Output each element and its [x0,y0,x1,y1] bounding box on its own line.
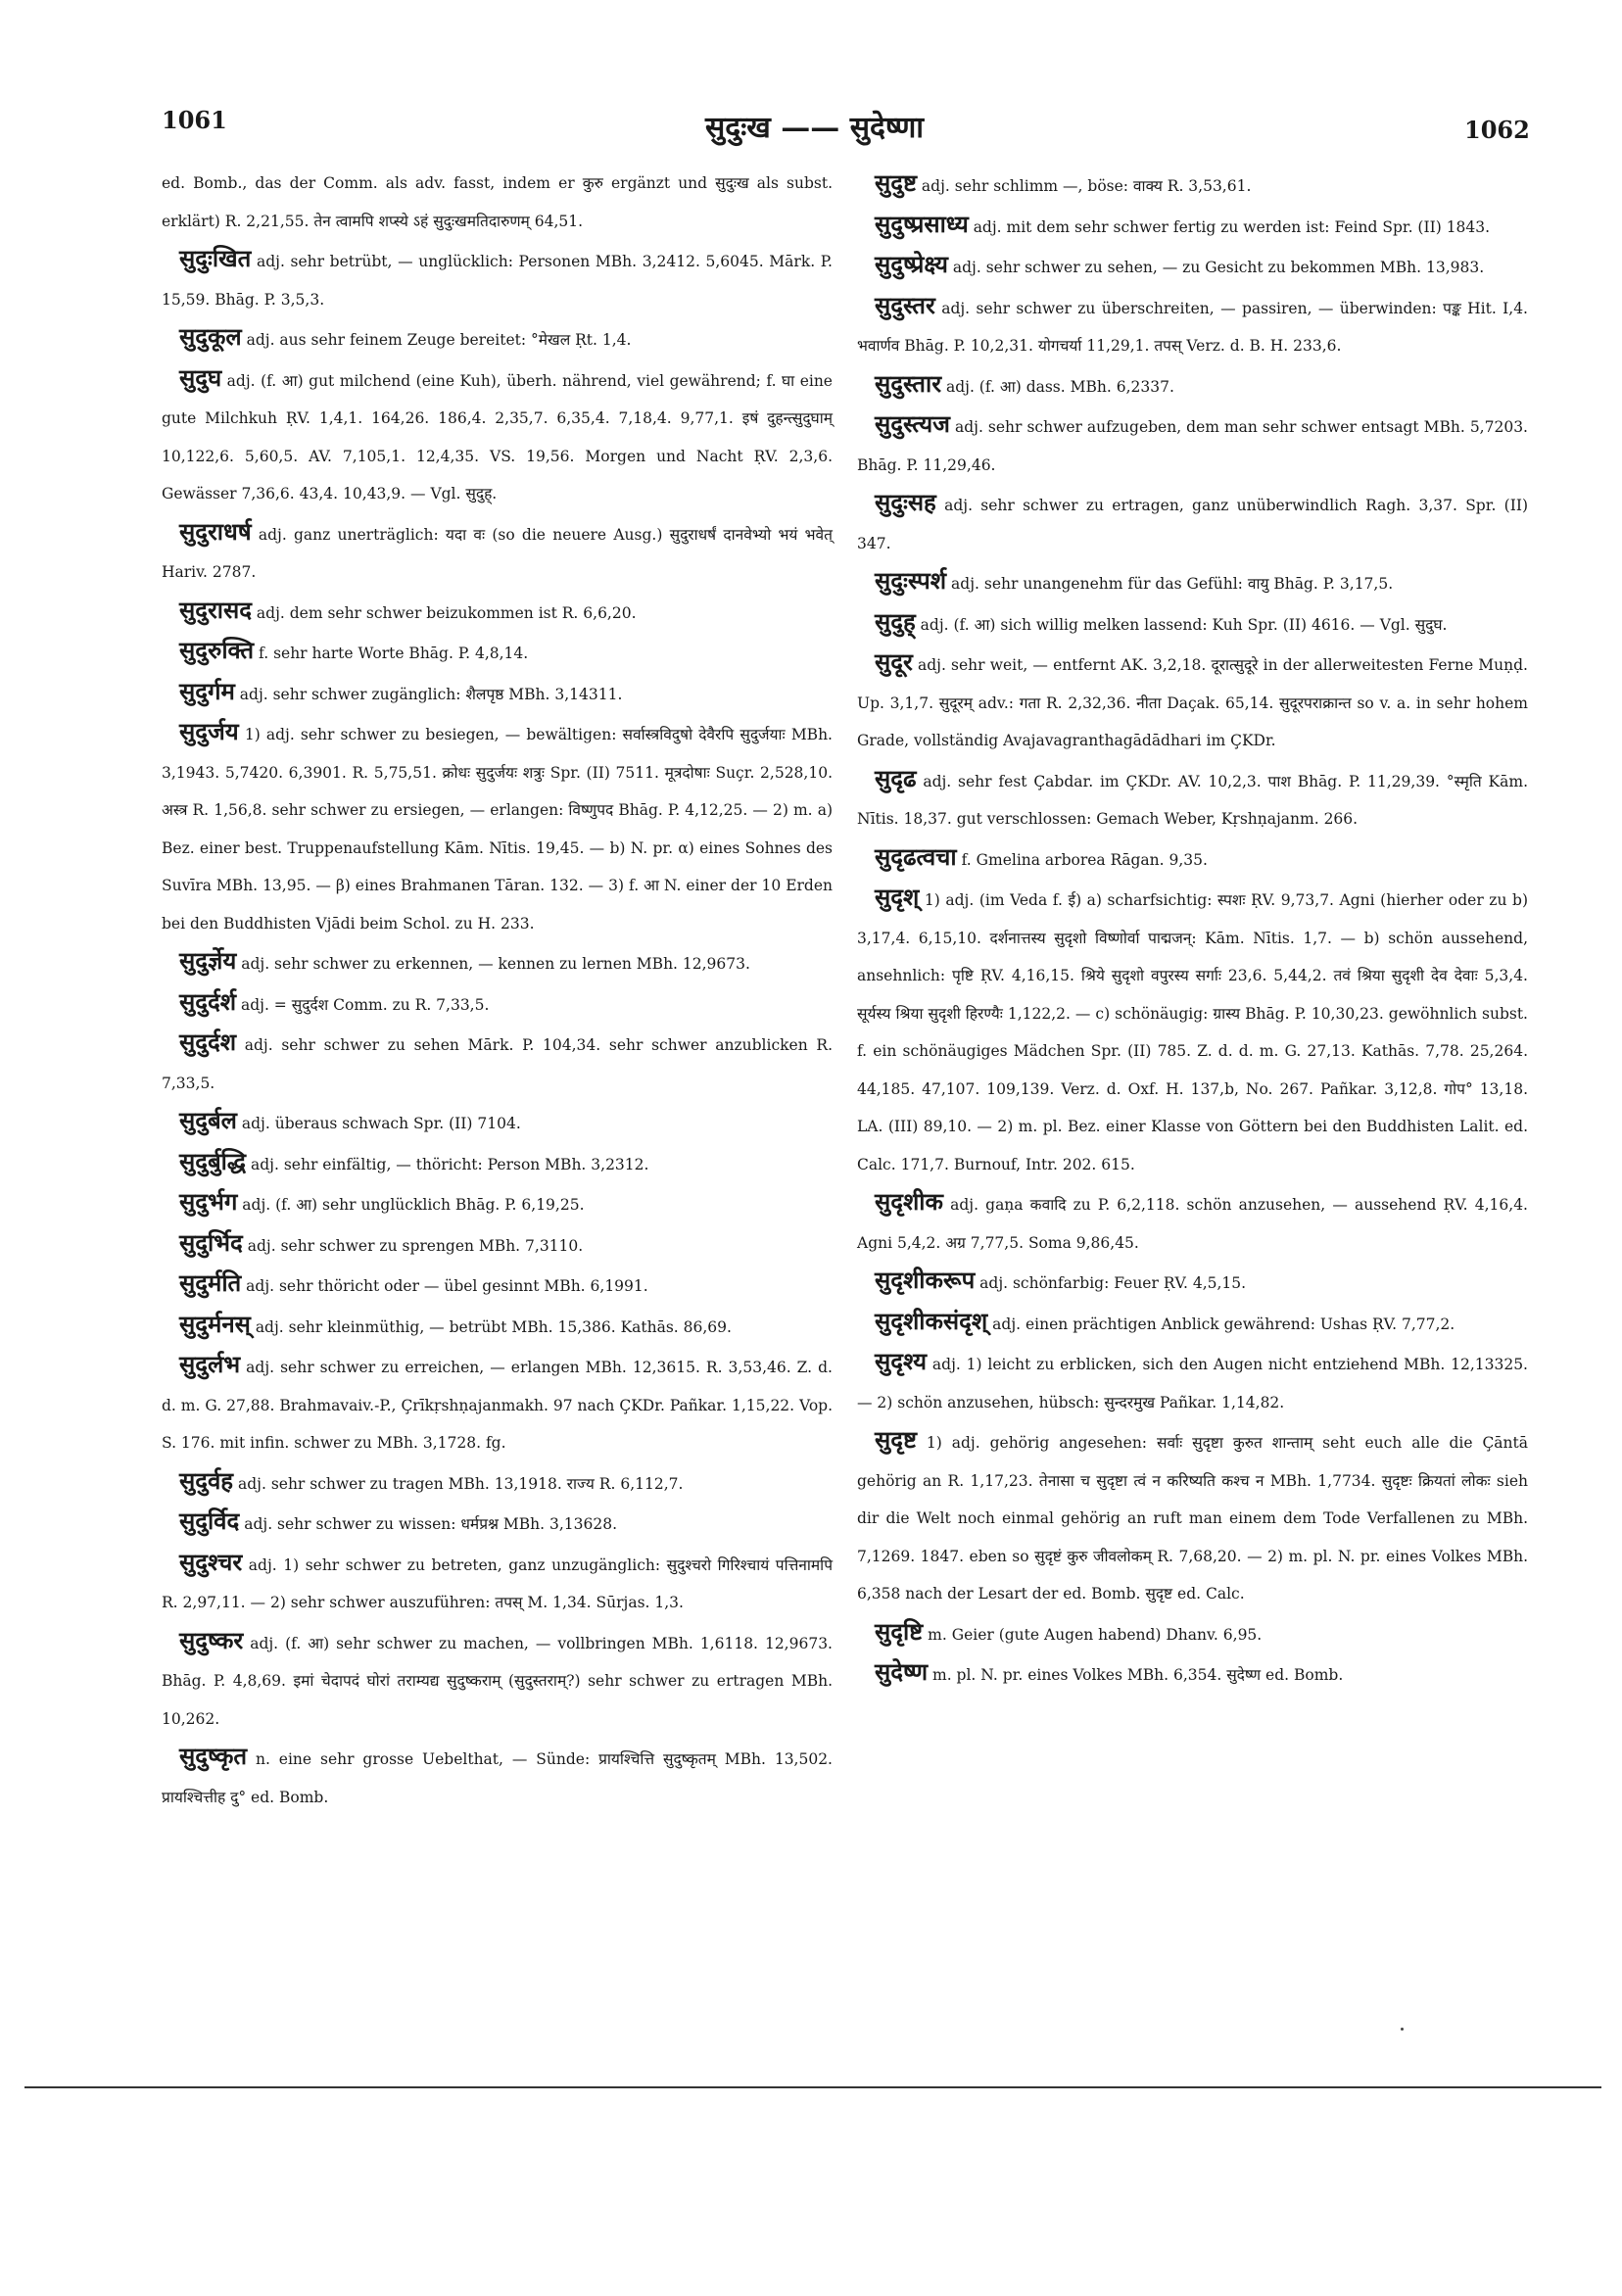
entry-text: adj. ganz unerträglich: यदा वः (so die neuere Ausg.) सुदुराधर्षं दानवेभ्यो भयं भवेत् Hariv. 2787. [162,525,833,581]
entry-headword: सुदुस्तर [875,290,935,319]
dictionary-entry [857,165,1528,206]
dictionary-entry [162,240,833,318]
entry-text: adj. sehr schwer zu überschreiten, — passiren, — überwinden: पङ्क Hit. I,4. भवार्णव Bhāg. P. 10,2,31. योगचर्या 11,29,1. तपस् Verz. d. B. H. 233,6. [857,299,1528,355]
entry-text: f. Gmelina arborea Rāgan. 9,35. [961,850,1208,869]
entry-text: adj. sehr fest Çabdar. im ÇKDr. AV. 10,2,3. पाश Bhāg. P. 11,29,39. °स्मृति Kām. Nītis. 18,37. gut verschlossen: Gemach Weber, Kṛshṇajanm. 266. [857,772,1528,828]
entry-text: adj. sehr schwer zu erreichen, — erlangen MBh. 12,3615. R. 3,53,46. Z. d. d. m. G. 27,88. Brahmavaiv.-P., Çrīkṛshṇajanmakh. 97 nach ÇKDr. Pañkar. 1,15,22. Vop. S. 176. mit infin. schwer zu MBh. 3,1728. fg. [162,1359,833,1452]
entry-text: adj. gaṇa कवादि zu P. 6,2,118. schön anzusehen, — aussehend ṚV. 4,16,4. Agni 5,4,2. अग्र 7,77,5. Soma 9,86,45. [857,1196,1528,1252]
entry-headword: सुदुष्ट [875,168,917,197]
dictionary-entry [857,287,1528,365]
dictionary-entry [162,713,833,942]
entry-headword: सुदुःखित [179,244,252,272]
dictionary-entry [857,1421,1528,1613]
entry-text: f. sehr harte Worte Bhāg. P. 4,8,14. [259,645,529,662]
entry-text: adj. sehr einfältig, — thöricht: Person MBh. 3,2312. [251,1155,649,1173]
entry-headword: सुदुःस्पर्श [875,566,947,595]
entry-text: adj. mit dem sehr schwer fertig zu werden ist: Feind Spr. (II) 1843. [973,217,1491,236]
dictionary-entry [857,1303,1528,1344]
dictionary-entry [162,513,833,592]
entry-headword: सुदृशीकसंदृश् [875,1306,988,1335]
entry-text: m. Geier (gute Augen habend) Dhanv. 6,95. [928,1625,1263,1644]
dictionary-entry [162,1183,833,1224]
entry-headword: सुदुरासद [179,595,252,624]
dictionary-entry [857,406,1528,484]
entry-text: 1) adj. (im Veda f. ई) a) scharfsichtig: स्पशः ṚV. 9,73,7. Agni (hierher oder zu b) 3,17,4. 6,15,10. दर्शनात्तस्य सुदृशो विष्णोर्वा पाद्मजन्: Kām. Nītis. 1,7. — b) schön aussehend, ansehnlich: पृष्टि ṚV. 4,16,15. श्रिये सुदृशो वपुरस्य सर्गाः 23,6. 5,44,2. तवं श्रिया सुदृशी देव देवाः 5,3,4. सूर्यस्य श्रिया सुदृशी हिरण्यैः 1,122,2. — c) schönäugig: ग्रास्य Bhāg. P. 10,30,23. gewöhnlich subst. f. ein schönäugiges Mädchen Spr. (II) 785. Z. d. d. m. G. 27,13. Kathās. 7,78. 25,264. 44,185. 47,107. 109,139. Verz. d. Oxf. H. 137,b, No. 267. Pañkar. 3,12,8. गोप° 13,18. LA. (III) 89,10. — 2) m. pl. Bez. einer Klasse von Göttern bei den Buddhisten Lalit. ed. Calc. 171,7. Burnouf, Intr. 202. 615. [857,891,1528,1173]
entry-headword: सुदुह् [875,606,916,636]
dictionary-entry [162,1503,833,1544]
entry-headword: सुदुर्बुद्धि [179,1146,247,1175]
entry-text: adj. sehr kleinmüthig, — betrübt MBh. 15,386. Kathās. 86,69. [255,1317,732,1336]
entry-headword: सुदुष्प्रेक्ष्य [875,250,948,278]
entry-headword: सुदृश् [875,883,920,911]
entry-text: adj. 1) sehr schwer zu betreten, ganz unzugänglich: सुदुश्चरो गिरिश्चायं पत्तिनामपि R. 2,97,11. — 2) sehr schwer auszuführen: तपस् M. 1,34. Sūrjas. 1,3. [162,1555,833,1611]
entry-headword: सुदृढत्वचा [875,841,957,871]
entry-headword: सुदुश्चर [179,1547,243,1576]
entry-text: adj. sehr weit, — entfernt AK. 3,2,18. दूरात्सुदूरे in der allerweitesten Ferne Muṇḍ. Up. 3,1,7. सुदूरम् adv.: गता R. 2,32,36. नीता Daçak. 65,14. सुदूरपराक्रान्त so v. a. in sehr hohem Grade, vollständig Avajavagranthagādādhari im ÇKDr. [857,656,1528,749]
entry-text: adj. schönfarbig: Feuer ṚV. 4,5,15. [979,1274,1247,1292]
entry-text: adj. sehr schwer zu tragen MBh. 13,1918. राज्य R. 6,112,7. [238,1474,684,1493]
entry-text: adj. sehr thöricht oder — übel gesinnt MBh. 6,1991. [246,1277,648,1295]
entry-headword: सुदुष्कर [179,1625,244,1654]
entry-headword: सुदृष्टि [875,1616,924,1646]
dictionary-entry [162,1024,833,1102]
stray-mark [1401,2028,1404,2031]
entry-headword: सुदूर [875,647,913,676]
dictionary-entry [162,1102,833,1143]
entry-headword: सुदृष्ट [875,1425,917,1454]
entry-headword: सुदुरुक्ति [179,636,255,664]
dictionary-entry [857,1183,1528,1262]
entry-text: adj. dem sehr schwer beizukommen ist R. 6,6,20. [256,603,637,622]
entry-headword: सुदुर्भिद [179,1227,243,1257]
dictionary-entry [857,603,1528,645]
dictionary-entry [162,1738,833,1816]
dictionary-entry [857,1613,1528,1654]
entry-text: adj. überaus schwach Spr. (II) 7104. [241,1115,521,1132]
entry-headword: सुदुःसह [875,488,936,516]
dictionary-entry [857,1262,1528,1303]
entry-headword: सुदुष्कृत [179,1742,248,1770]
entry-text: adj. aus sehr feinem Zeuge bereitet: °मेखल Ṛt. 1,4. [246,331,632,349]
dictionary-entry [857,1343,1528,1421]
left-column [162,165,833,1816]
dictionary-entry [162,165,833,240]
entry-headword: सुदुर्बल [179,1106,237,1134]
entry-text: adj. sehr schwer zu erkennen, — kennen zu lernen MBh. 12,9673. [241,955,750,973]
dictionary-entry [857,838,1528,880]
entry-text: adj. (f. आ) dass. MBh. 6,2337. [945,377,1174,396]
dictionary-entry [162,632,833,673]
dictionary-entry [857,760,1528,838]
dictionary-entry [857,246,1528,287]
entry-headword: सुदुस्तार [875,368,942,398]
entry-headword: सुदुर्ज्ञेय [179,946,237,975]
entry-text: adj. sehr schwer zu wissen: धर्मप्रश्न MBh. 3,13628. [244,1515,618,1533]
dictionary-entry [162,592,833,633]
entry-text: adj. sehr schwer aufzugeben, dem man sehr schwer entsagt MBh. 5,7203. Bhāg. P. 11,29,46. [857,418,1528,474]
dictionary-entry [857,365,1528,407]
entry-headword: सुदुर्जय [179,717,239,745]
entry-text: 1) adj. gehörig angesehen: सर्वाः सुदृष्टा कुरुत शान्ताम् seht euch alle die Çāntā gehörig an R. 1,17,23. तेनासा च सुदृष्टा त्वं न करिष्यति कश्च न MBh. 1,7734. सुदृष्टः क्रियतां लोकः sieh dir die Welt noch einmal gehörig an ruft man einem dem Tode Verfallenen zu MBh. 7,1269. 1847. eben so सुदृष्टं कुरु जीवलोकम् R. 7,68,20. — 2) m. pl. N. pr. eines Volkes MBh. 6,358 nach der Lesart der ed. Bomb. सुदृष्ट ed. Calc. [857,1434,1528,1602]
entry-headword: सुदुर्मनस् [179,1309,251,1338]
dictionary-entry [162,1265,833,1306]
entry-headword: सुदुर्दश [179,1028,237,1056]
entry-text: adj. 1) leicht zu erblicken, sich den Augen nicht entziehend MBh. 12,13325. — 2) schön anzusehen, hübsch: सुन्दरमुख Pañkar. 1,14,82. [857,1356,1528,1411]
bottom-rule [24,2086,1601,2088]
entry-headword: सुदुर्गम [179,676,235,705]
entry-headword: सुदुस्त्यज [875,409,950,438]
entry-text: ed. Bomb., das der Comm. als adv. fasst, indem er कुरु ergänzt und सुदुःख als subst. erklärt) R. 2,21,55. तेन त्वामपि शप्स्ये ऽहं सुदुःखमतिदारुणम् 64,51. [162,174,833,230]
entry-headword: सुदुर्दर्श [179,986,237,1016]
dictionary-entry [162,1224,833,1266]
page-number-right: 1062 [1464,116,1530,144]
dictionary-entry [162,359,833,513]
entry-text: 1) adj. sehr schwer zu besiegen, — bewältigen: सर्वास्त्रविदुषो देवैरपि सुदुर्जयाः MBh. 3,1943. 5,7420. 6,3901. R. 5,75,51. क्रोधः सुदुर्जयः शत्रुः Spr. (II) 7511. मूत्रदोषाः Suçr. 2,528,10. अस्त्र R. 1,56,8. sehr schwer zu ersiegen, — erlangen: विष्णुपद Bhāg. P. 4,12,25. — 2) m. a) Bez. einer best. Truppenaufstellung Kām. Nītis. 19,45. — b) N. pr. α) eines Sohnes des Suvīra MBh. 13,95. — β) eines Brahmanen Tāran. 132. — 3) f. आ N. einer der 10 Erden bei den Buddhisten Vjādi beim Schol. zu H. 233. [162,726,833,933]
dictionary-entry [857,206,1528,247]
entry-text: adj. (f. आ) gut milchend (eine Kuh), überh. nährend, viel gewährend; f. घा eine gute Milchkuh ṚV. 1,4,1. 164,26. 186,4. 2,35,7. 6,35,4. 7,18,4. 9,77,1. इषं दुहन्त्सुदुघाम् 10,122,6. 5,60,5. AV. 7,105,1. 12,4,35. VS. 19,56. Morgen und Nacht ṚV. 2,3,6. Gewässer 7,36,6. 43,4. 10,43,9. — Vgl. सुदुह्. [162,371,833,502]
dictionary-entry [857,484,1528,562]
entry-headword: सुदुर्विद [179,1507,240,1535]
dictionary-entry [162,1462,833,1504]
entry-text: m. pl. N. pr. eines Volkes MBh. 6,354. सुदेष्ण ed. Bomb. [932,1666,1344,1684]
entry-headword: सुदुर्मति [179,1268,242,1297]
entry-text: adj. sehr schwer zugänglich: शैलपृष्ठ MBh. 3,14311. [239,685,623,703]
entry-text: adj. (f. आ) sehr unglücklich Bhāg. P. 6,19,25. [242,1196,585,1214]
dictionary-entry [162,673,833,714]
entry-text: adj. sehr unangenehm für das Gefühl: वायु Bhāg. P. 3,17,5. [951,575,1394,593]
dictionary-entry [162,983,833,1025]
entry-headword: सुदृश्य [875,1347,928,1375]
entry-text: adj. sehr schwer zu sehen Mārk. P. 104,34. sehr schwer anzublicken R. 7,33,5. [162,1036,833,1092]
entry-text: adj. einen prächtigen Anblick gewährend: Ushas ṚV. 7,77,2. [992,1315,1455,1333]
entry-headword: सुदुष्प्रसाध्य [875,209,969,238]
entry-headword: सुदुर्लभ [179,1350,241,1378]
entry-text: adj. sehr schwer zu sehen, — zu Gesicht zu bekommen MBh. 13,983. [952,259,1485,276]
dictionary-entry [162,318,833,359]
dictionary-entry [857,879,1528,1183]
right-column [857,165,1528,1695]
entry-text: adj. = सुदुर्दश Comm. zu R. 7,33,5. [240,995,490,1014]
page-number-left: 1061 [162,106,227,134]
entry-text: adj. sehr schwer zu ertragen, ganz unüberwindlich Ragh. 3,37. Spr. (II) 347. [857,497,1528,552]
dictionary-entry [857,1653,1528,1695]
entry-headword: सुदेष्ण [875,1657,929,1686]
entry-text: adj. (f. आ) sehr schwer zu machen, — vollbringen MBh. 1,6118. 12,9673. Bhāg. P. 4,8,69. इमां चेदापदं घोरां तराम्यद्य सुदुष्कराम् (सुदुस्तराम्?) sehr schwer zu ertragen MBh. 10,262. [162,1634,833,1728]
entry-headword: सुदुर्वह [179,1465,234,1495]
entry-headword: सुदृशीकरूप [875,1266,976,1294]
entry-text: n. eine sehr grosse Uebelthat, — Sünde: प्रायश्चित्ति सुदुष्कृतम् MBh. 13,502. प्रायश्चित्तीह दु° ed. Bomb. [162,1750,833,1806]
entry-headword: सुदुघ [179,362,222,392]
entry-text: adj. sehr schlimm —, böse: वाक्य R. 3,53,61. [921,177,1252,195]
dictionary-entry [162,1143,833,1184]
dictionary-entry [162,942,833,983]
entry-text: adj. (f. आ) sich willig melken lassend: Kuh Spr. (II) 4616. — Vgl. सुदुघ. [920,615,1448,634]
entry-headword: सुदुराधर्ष [179,516,252,546]
entry-headword: सुदुर्भग [179,1187,238,1216]
dictionary-entry [857,562,1528,603]
entry-headword: सुदुकूल [179,322,242,351]
dictionary-entry [857,644,1528,760]
dictionary-entry [162,1622,833,1739]
dictionary-entry [162,1306,833,1347]
entry-text: adj. sehr betrübt, — unglücklich: Personen MBh. 3,2412. 5,6045. Mārk. P. 15,59. Bhāg. P. 3,5,3. [162,253,833,309]
entry-text: adj. sehr schwer zu sprengen MBh. 7,3110. [247,1236,584,1255]
dictionary-entry [162,1544,833,1622]
dictionary-entry [162,1346,833,1462]
entry-headword: सुदृढ [875,763,917,792]
entry-headword: सुदृशीक [875,1187,943,1216]
running-title: सुदुःख —— सुदेष्णा [705,111,925,145]
